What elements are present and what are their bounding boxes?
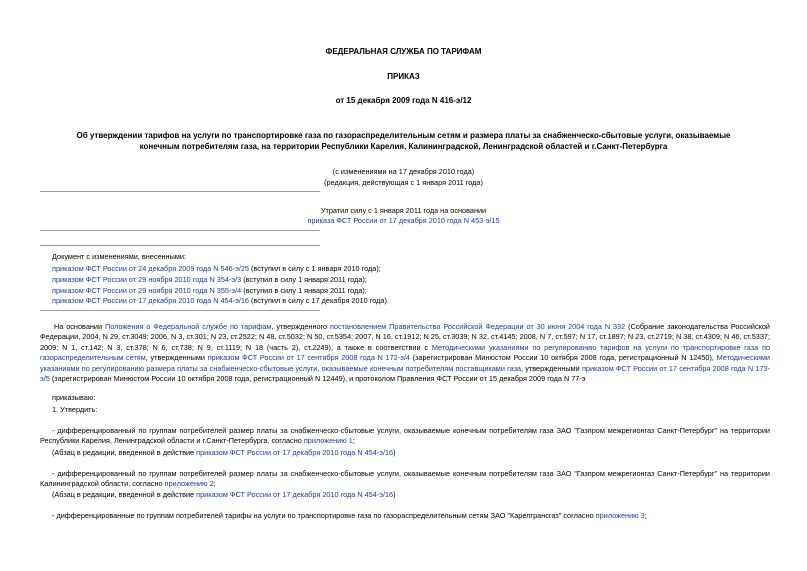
divider: [40, 230, 320, 231]
edit-note-link[interactable]: приказом ФСТ России от 17 декабря 2010 года N 454-э/16: [196, 448, 394, 457]
divider: [40, 310, 320, 311]
basis-paragraph: [40, 322, 770, 384]
amendment-note: (вступил в силу с 17 декабря 2010 года).: [248, 296, 389, 305]
amendment-item: [52, 286, 367, 295]
amendment-item: [52, 264, 381, 273]
amendment-note: (вступил в силу 1 января 2011 года);: [241, 275, 367, 284]
basis-text: , утвержденными: [521, 363, 582, 373]
order-text: ;: [352, 436, 355, 446]
basis-link[interactable]: Методическими указаниями по регулированию тарифов на услуги по транспортировке газа по газораспределительным сетям: [40, 342, 770, 363]
order-text: - дифференцированные по группам потребителей тарифы на услуги по транспортировке газа по газораспределительным сетям ЗАО "Карелгрансгаз" согласно: [52, 511, 596, 520]
doc-date: от 15 декабря 2009 года N 416-э/12: [335, 96, 472, 105]
order-item-1: [40, 426, 770, 447]
amendment-link[interactable]: приказом ФСТ России от 17 декабря 2010 года N 454-э/16: [52, 296, 249, 305]
basis-text: , утвержденного: [271, 322, 330, 331]
edit-note-text: (Абзац в редакции, введенной в действие: [52, 448, 197, 457]
divider: [40, 191, 320, 192]
lost-force-note: Утратил силу с 1 января 2011 года на основании: [320, 206, 487, 215]
basis-link[interactable]: приказом ФСТ России от 17 сентября 2008 года N 172-э/4: [207, 353, 410, 363]
order-text: - дифференцированный по группам потребителей размер платы за снабженческо-сбытовые услуги, оказываемые конечным потребителям газа ЗАО "Газпром межрегионгаз Санкт-Петербург" на территории Республики Карелия, Ленинградской области и г.Санкт-Петербурга, согласно: [40, 426, 770, 446]
basis-text: (зарегистрирован Минюстом России 10 октября 2008 года, регистрационный N 12449), и протоколом Правления ФСТ России от 15 декабря 2009 года N 77-э: [49, 374, 586, 384]
appendix-link[interactable]: приложению 2: [164, 479, 214, 489]
agency-name: ФЕДЕРАЛЬНАЯ СЛУЖБА ПО ТАРИФАМ: [325, 47, 482, 56]
basis-text: , утвержденными: [145, 353, 208, 363]
basis-text: (Собрание законодательства Российской Федерации, 2004, N 29, ст.3049; 2006, N 3, ст.301; N 23, ст.2522; N 48, ст.5032; N 50, ст.5354; 2007, N 16, ст.1912; N 25, ст.3039; N 32, ст.4145; 2008, N 7, ст.597; N 17, ст.1897; N 23, ст.2719; N 38, ст.4309; N 46, ст.5337; 2009; N 1, ст.142; N 3, ст.378; N 6, ст.738; N 9, ст.1119; N 18 (часть 2), ст.2249), а также в соответствии с: [40, 322, 770, 352]
edit-note-text: (Абзац в редакции, введенной в действие: [52, 490, 197, 499]
edit-note: [52, 490, 396, 499]
edition-note: (редакция, действующая с 1 января 2011 года): [324, 178, 483, 187]
doc-title-line1: Об утверждении тарифов на услуги по транспортировке газа по газораспределительным сетям и размера платы за снабженческо-сбытовые услуги, оказываемые: [76, 131, 731, 140]
amendment-note: (вступил в силу с 1 января 2010 года);: [248, 264, 381, 273]
edit-note-text: ): [393, 490, 396, 499]
amendment-item: [52, 275, 367, 284]
decree-word: приказываю:: [52, 393, 96, 402]
doc-title-line2: конечным потребителям газа, на территории Республики Карелия, Калининградской, Ленинградской областей и г.Санкт-Петербурга: [139, 142, 668, 151]
basis-link[interactable]: Положения о Федеральной службе по тарифам: [104, 322, 272, 331]
basis-link[interactable]: приказом ФСТ России от 17 сентября 2008 года N 173-э/5: [40, 363, 771, 384]
amendment-link[interactable]: приказом ФСТ России от 29 ноября 2010 года N 355-э/4: [52, 286, 242, 295]
amendment-item: [52, 296, 389, 305]
order-text: ;: [213, 479, 216, 489]
amendment-link[interactable]: приказом ФСТ России от 24 декабря 2009 года N 546-э/25: [52, 264, 249, 273]
approve-heading: 1. Утвердить:: [52, 405, 98, 414]
amendment-link[interactable]: приказом ФСТ России от 29 ноября 2010 года N 354-э/3: [52, 275, 242, 284]
basis-text: (зарегистрирован Минюстом России 10 октября 2008 года, регистрационный N 12450),: [409, 353, 717, 363]
amendment-note: (вступил в силу 1 января 2011 года);: [241, 286, 367, 295]
order-item-2: [40, 469, 770, 490]
appendix-link[interactable]: приложению 1: [303, 436, 353, 446]
basis-link[interactable]: постановлением Правительства Российской Федерации от 30 июня 2004 года N 332: [330, 322, 626, 331]
basis-text: На основании: [54, 322, 105, 331]
order-item-3: [52, 511, 647, 520]
lost-force-link[interactable]: приказа ФСТ России от 17 декабря 2010 года N 453-э/15: [307, 216, 500, 225]
basis-link[interactable]: Методическими указаниями по регулированию размера платы за снабженческо-сбытовые услуги, оказываемые конечным потребителям поставщиками газа: [40, 353, 770, 373]
changes-note: (с изменениями на 17 декабря 2010 года): [332, 167, 475, 176]
edit-note: [52, 448, 396, 457]
edit-note-text: ): [393, 448, 396, 457]
appendix-link[interactable]: приложению 3: [595, 511, 645, 520]
amendments-heading: Документ с изменениями, внесенными:: [52, 252, 186, 261]
edit-note-link[interactable]: приказом ФСТ России от 17 декабря 2010 года N 454-э/16: [196, 490, 394, 499]
doc-type: ПРИКАЗ: [387, 72, 420, 81]
order-text: ;: [644, 511, 647, 520]
divider: [40, 245, 320, 246]
order-text: - дифференцированный по группам потребителей размер платы за снабженческо-сбытовые услуги, оказываемые конечным потребителям газа ЗАО "Газпром межрегионгаз Санкт-Петербург" на территории Калининградской области, согласно: [40, 469, 770, 489]
